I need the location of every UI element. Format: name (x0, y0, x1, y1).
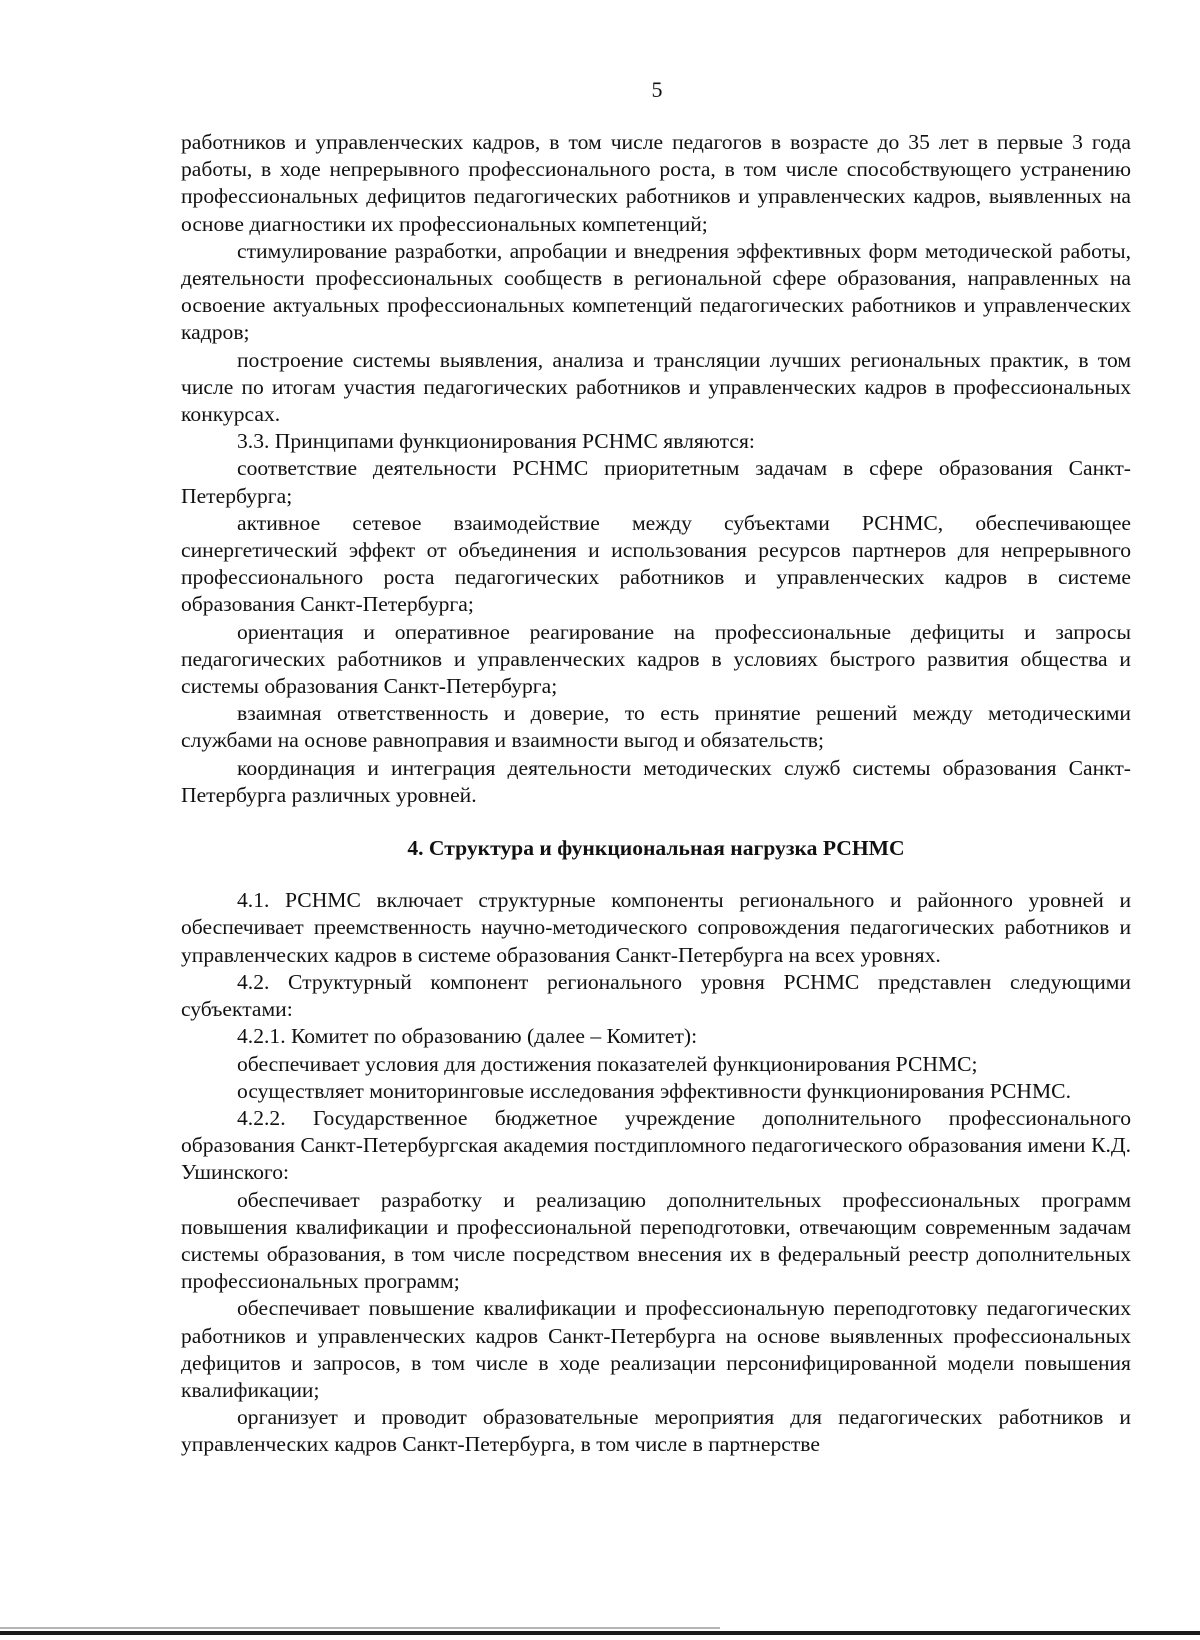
paragraph: построение системы выявления, анализа и трансляции лучших региональных практик, в том числе по итогам участия педагогических работников и управленческих кадров в профессиональных конкурсах. (181, 347, 1131, 427)
paragraphs-before-heading (181, 129, 1131, 809)
paragraph: активное сетевое взаимодействие между субъектами РСНМС, обеспечивающее синергетический эффект от объединения и использования ресурсов партнеров для непрерывного профессионального роста педагогических работников и управленческих кадров в системе образования Санкт-Петербурга; (181, 510, 1131, 617)
paragraph: 4.2.2. Государственное бюджетное учреждение дополнительного профессионального образования Санкт-Петербургская академия постдипломного педагогического образования имени К.Д. Ушинского: (181, 1105, 1131, 1185)
document-body (181, 129, 1131, 1459)
page-number: 5 (651, 77, 663, 102)
paragraph: 4.2.1. Комитет по образованию (далее – Комитет): (237, 1024, 698, 1049)
scan-edge-shadow (0, 1627, 720, 1629)
paragraph: 4.2. Структурный компонент регионального уровня РСНМС представлен следующими субъектами: (181, 969, 1131, 1022)
section-heading: 4. Структура и функциональная нагрузка РСНМС (407, 836, 905, 861)
paragraph: осуществляет мониторинговые исследования эффективности функционирования РСНМС. (237, 1078, 1071, 1103)
paragraph: ориентация и оперативное реагирование на профессиональные дефициты и запросы педагогических работников и управленческих кадров в условиях быстрого развития общества и системы образования Санкт-Петербурга; (181, 619, 1131, 699)
paragraphs-after-heading (181, 887, 1131, 1458)
paragraph: взаимная ответственность и доверие, то есть принятие решений между методическими службами на основе равноправия и взаимности выгод и обязательств; (181, 701, 1131, 753)
paragraph: обеспечивает условия для достижения показателей функционирования РСНМС; (237, 1051, 978, 1076)
paragraph: обеспечивает повышение квалификации и профессиональную переподготовку педагогических работников и управленческих кадров Санкт-Петербурга на основе выявленных профессиональных дефицитов и запросов, в том числе в ходе реализации персонифицированной модели повышения квалификации; (181, 1296, 1131, 1402)
scan-edge-line (0, 1631, 1200, 1635)
paragraph: соответствие деятельности РСНМС приоритетным задачам в сфере образования Санкт-Петербурга; (181, 456, 1131, 508)
paragraph: стимулирование разработки, апробации и внедрения эффективных форм методической работы, деятельности профессиональных сообществ в региональной сфере образования, направленных на освоение актуальных профессиональных компетенций педагогических работников и управленческих кадров; (181, 238, 1131, 345)
paragraph: обеспечивает разработку и реализацию дополнительных профессиональных программ повышения квалификации и профессиональной переподготовки, отвечающим современным задачам системы образования, в том числе посредством внесения их в федеральный реестр дополнительных профессиональных программ; (181, 1187, 1131, 1294)
paragraph: организует и проводит образовательные мероприятия для педагогических работников и управленческих кадров Санкт-Петербурга, в том числе в партнерстве (181, 1405, 1131, 1457)
paragraph: 3.3. Принципами функционирования РСНМС являются: (237, 429, 755, 454)
paragraph: работников и управленческих кадров, в том числе педагогов в возрасте до 35 лет в первые 3 года работы, в ходе непрерывного профессионального роста, в том числе способствующего устранению профессиональных дефицитов педагогических работников и управленческих кадров, выявленных на основе диагностики их профессиональных компетенций; (181, 130, 1131, 236)
paragraph: координация и интеграция деятельности методических служб системы образования Санкт-Петербурга различных уровней. (181, 755, 1131, 807)
paragraph: 4.1. РСНМС включает структурные компоненты регионального и районного уровней и обеспечивает преемственность научно-методического сопровождения педагогических работников и управленческих кадров в системе образования Санкт-Петербурга на всех уровнях. (181, 888, 1131, 967)
